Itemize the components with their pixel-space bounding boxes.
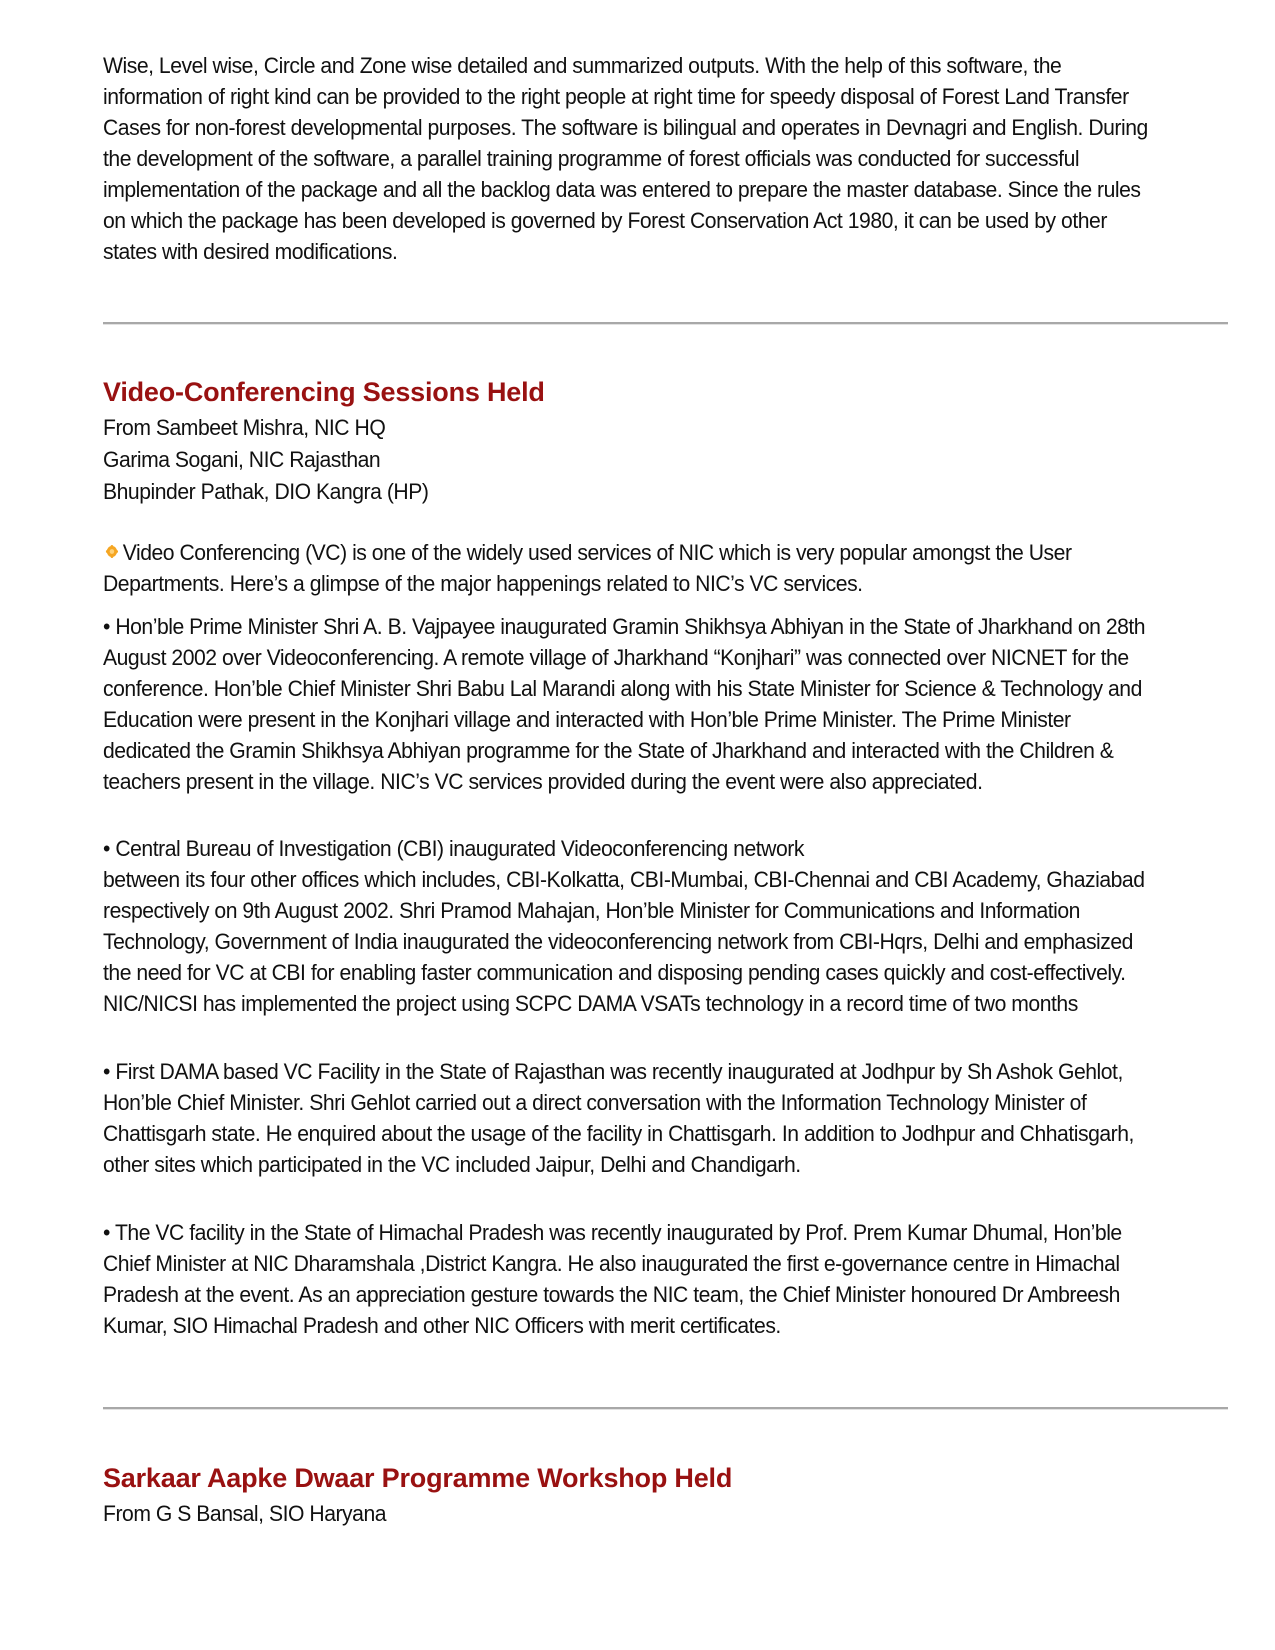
section-bylines (103, 1498, 404, 1530)
vc-item-cbi (103, 833, 1275, 1019)
intro-line: states with desired modifications. (103, 239, 398, 264)
item-line: • Central Bureau of Investigation (CBI) inaugurated Videoconferencing network (103, 836, 804, 861)
item-line: dedicated the Gramin Shikhsya Abhiyan programme for the State of Jharkhand and interacted with the Children & (103, 738, 1114, 763)
item-line: between its four other offices which includes, CBI-Kolkatta, CBI-Mumbai, CBI-Chennai and CBI Academy, Ghaziabad (103, 867, 1145, 892)
intro-line: the development of the software, a parallel training programme of forest officials was conducted for successful (103, 146, 1080, 171)
lead-line: Departments. Here’s a glimpse of the major happenings related to NIC’s VC services. (103, 571, 863, 596)
intro-line: implementation of the package and all the backlog data was entered to prepare the master database. Since the rules (103, 177, 1141, 202)
item-line: Chattisgarh state. He enquired about the usage of the facility in Chattisgarh. In addition to Jodhpur and Chhatisgarh, (103, 1121, 1134, 1146)
orange-flower-bullet-icon (106, 535, 118, 548)
item-line: • Hon’ble Prime Minister Shri A. B. Vajpayee inaugurated Gramin Shikhsya Abhiyan in the State of Jharkhand on 28th (103, 614, 1146, 639)
byline: From G S Bansal, SIO Haryana (103, 1501, 387, 1526)
item-line: Pradesh at the event. As an appreciation gesture towards the NIC team, the Chief Minister honoured Dr Ambreesh (103, 1282, 1120, 1307)
item-line: the need for VC at CBI for enabling faster communication and disposing pending cases quickly and cost-effectively. (103, 960, 1126, 985)
intro-paragraph (103, 50, 1228, 267)
section-bylines (103, 412, 449, 508)
item-line: Chief Minister at NIC Dharamshala ,District Kangra. He also inaugurated the first e-governance centre in Himachal (103, 1251, 1120, 1276)
vc-item-himachal (103, 1217, 1275, 1341)
item-line: • First DAMA based VC Facility in the State of Rajasthan was recently inaugurated at Jodhpur by Sh Ashok Gehlot, (103, 1059, 1123, 1084)
item-line: conference. Hon’ble Chief Minister Shri Babu Lal Marandi along with his State Minister for Science & Technology and (103, 676, 1142, 701)
item-line: Kumar, SIO Himachal Pradesh and other NIC Officers with merit certificates. (103, 1313, 781, 1338)
item-line: August 2002 over Videoconferencing. A remote village of Jharkhand “Konjhari” was connected over NICNET for the (103, 645, 1129, 670)
item-line: other sites which participated in the VC included Jaipur, Delhi and Chandigarh. (103, 1152, 801, 1177)
byline: Garima Sogani, NIC Rajasthan (103, 447, 381, 472)
item-line: NIC/NICSI has implemented the project using SCPC DAMA VSATs technology in a record time of two months (103, 991, 1078, 1016)
item-line: Education were present in the Konjhari village and interacted with Hon’ble Prime Minister. The Prime Minister (103, 707, 1071, 732)
intro-line: on which the package has been developed is governed by Forest Conservation Act 1980, it can be used by other (103, 208, 1107, 233)
item-line: Hon’ble Chief Minister. Shri Gehlot carried out a direct conversation with the Information Technology Minister of (103, 1090, 1087, 1115)
vc-lead-paragraph (103, 535, 1275, 599)
section-title-sarkaar-aapke-dwaar: Sarkaar Aapke Dwaar Programme Workshop Held (103, 1463, 733, 1493)
item-line: respectively on 9th August 2002. Shri Pramod Mahajan, Hon’ble Minister for Communications and Information (103, 898, 1080, 923)
intro-line: Wise, Level wise, Circle and Zone wise detailed and summarized outputs. With the help of this software, the (103, 53, 1062, 78)
item-line: Technology, Government of India inaugurated the videoconferencing network from CBI-Hqrs, Delhi and emphasized (103, 929, 1133, 954)
byline: From Sambeet Mishra, NIC HQ (103, 415, 386, 440)
vc-item-rajasthan (103, 1056, 1275, 1180)
intro-line: Cases for non-forest developmental purposes. The software is bilingual and operates in Devnagri and English. During (103, 115, 1148, 140)
item-line: teachers present in the village. NIC’s VC services provided during the event were also appreciated. (103, 769, 983, 794)
section-divider (103, 1407, 1228, 1410)
byline: Bhupinder Pathak, DIO Kangra (HP) (103, 479, 429, 504)
item-line: • The VC facility in the State of Himachal Pradesh was recently inaugurated by Prof. Prem Kumar Dhumal, Hon’ble (103, 1220, 1122, 1245)
section-divider (103, 322, 1228, 325)
vc-item-pm-vajpayee (103, 611, 1275, 797)
intro-line: information of right kind can be provided to the right people at right time for speedy disposal of Forest Land Transfer (103, 84, 1129, 109)
lead-line: Video Conferencing (VC) is one of the widely used services of NIC which is very popular amongst the User (122, 540, 1072, 565)
section-title-video-conferencing: Video-Conferencing Sessions Held (103, 377, 545, 407)
